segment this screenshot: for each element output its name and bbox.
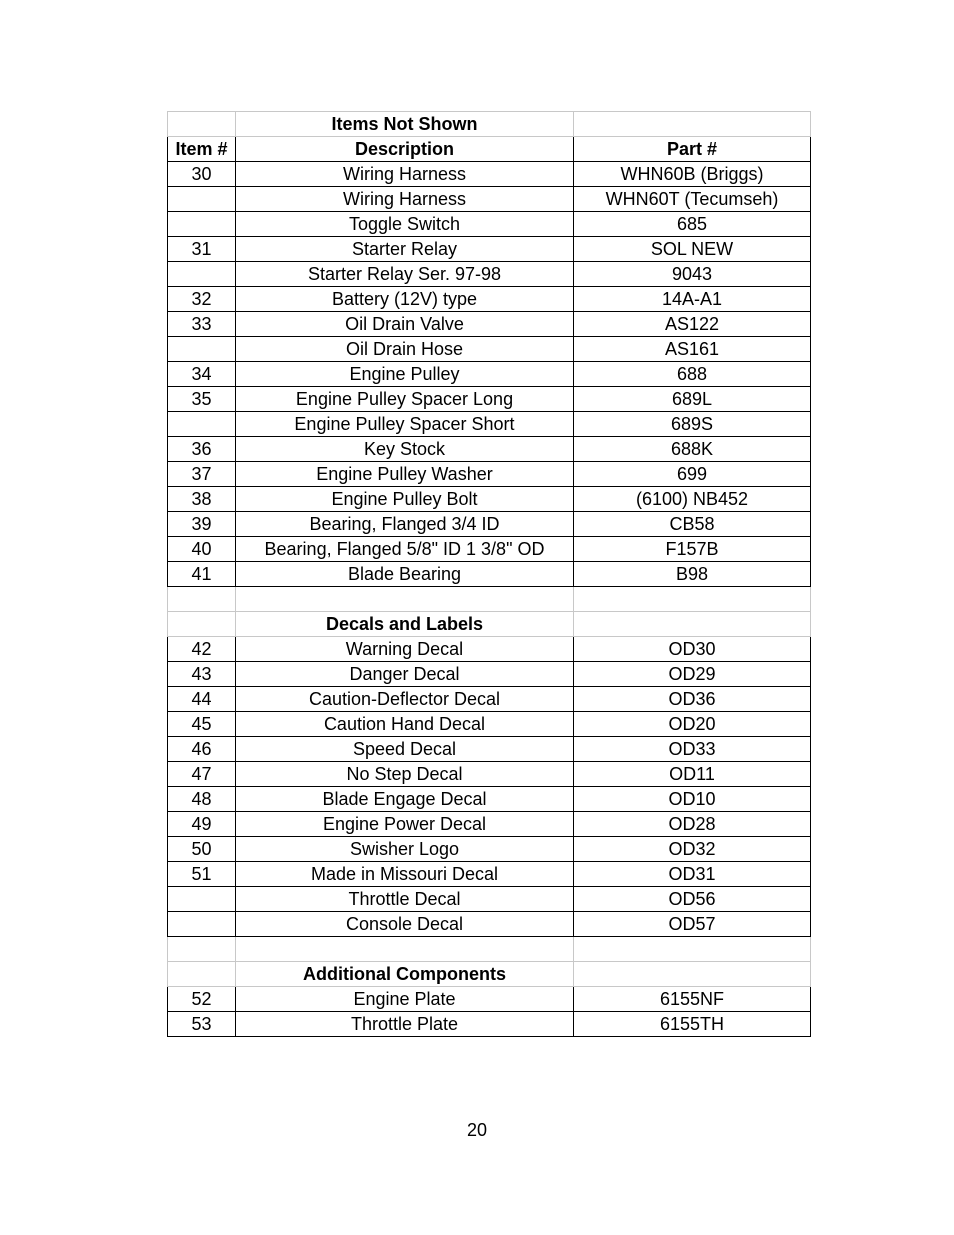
- item-number-cell: 40: [168, 537, 236, 562]
- part-number-cell: OD57: [574, 912, 811, 937]
- description-cell: Key Stock: [236, 437, 574, 462]
- part-number-cell: OD30: [574, 637, 811, 662]
- item-number-cell: 43: [168, 662, 236, 687]
- description-cell: Engine Pulley Spacer Short: [236, 412, 574, 437]
- description-cell: Oil Drain Hose: [236, 337, 574, 362]
- part-number-cell: 9043: [574, 262, 811, 287]
- item-number-cell: [168, 337, 236, 362]
- table-row: [168, 512, 811, 537]
- description-cell: Swisher Logo: [236, 837, 574, 862]
- spacer-cell: [236, 587, 574, 612]
- part-number-cell: OD32: [574, 837, 811, 862]
- item-number-cell: 45: [168, 712, 236, 737]
- table-row: [168, 762, 811, 787]
- item-number-cell: [168, 412, 236, 437]
- item-number-cell: 52: [168, 987, 236, 1012]
- part-number-cell: OD10: [574, 787, 811, 812]
- table-row: [168, 687, 811, 712]
- description-cell: Warning Decal: [236, 637, 574, 662]
- table-row: [168, 262, 811, 287]
- section-title-blank: [574, 962, 811, 987]
- description-cell: Engine Pulley Washer: [236, 462, 574, 487]
- section-title-row: [168, 962, 811, 987]
- description-cell: Starter Relay Ser. 97-98: [236, 262, 574, 287]
- part-number-cell: 689L: [574, 387, 811, 412]
- section-title-blank: [168, 962, 236, 987]
- item-number-cell: 30: [168, 162, 236, 187]
- description-cell: Caution Hand Decal: [236, 712, 574, 737]
- part-number-cell: OD29: [574, 662, 811, 687]
- section-title-row: [168, 612, 811, 637]
- part-number-cell: OD36: [574, 687, 811, 712]
- description-cell: Speed Decal: [236, 737, 574, 762]
- part-number-cell: 685: [574, 212, 811, 237]
- section-title-blank: [574, 112, 811, 137]
- section-title: Items Not Shown: [236, 112, 574, 137]
- part-number-cell: 699: [574, 462, 811, 487]
- part-number-cell: 6155TH: [574, 1012, 811, 1037]
- part-number-cell: (6100) NB452: [574, 487, 811, 512]
- item-number-cell: 53: [168, 1012, 236, 1037]
- description-cell: Danger Decal: [236, 662, 574, 687]
- description-cell: Console Decal: [236, 912, 574, 937]
- table-row: [168, 162, 811, 187]
- description-cell: Oil Drain Valve: [236, 312, 574, 337]
- table-row: [168, 237, 811, 262]
- part-number-cell: OD11: [574, 762, 811, 787]
- description-cell: Blade Bearing: [236, 562, 574, 587]
- item-number-cell: [168, 212, 236, 237]
- description-cell: Throttle Plate: [236, 1012, 574, 1037]
- item-number-cell: 34: [168, 362, 236, 387]
- description-cell: Battery (12V) type: [236, 287, 574, 312]
- spacer-row: [168, 937, 811, 962]
- part-number-cell: 14A-A1: [574, 287, 811, 312]
- section-title-blank: [168, 112, 236, 137]
- item-number-cell: [168, 887, 236, 912]
- description-cell: Throttle Decal: [236, 887, 574, 912]
- table-row: [168, 637, 811, 662]
- table-row: [168, 737, 811, 762]
- spacer-cell: [236, 937, 574, 962]
- part-number-cell: 688K: [574, 437, 811, 462]
- part-number-cell: OD33: [574, 737, 811, 762]
- table-row: [168, 837, 811, 862]
- table-row: [168, 812, 811, 837]
- section-title: Decals and Labels: [236, 612, 574, 637]
- item-number-cell: [168, 912, 236, 937]
- table-row: [168, 312, 811, 337]
- item-number-cell: 42: [168, 637, 236, 662]
- item-number-cell: 39: [168, 512, 236, 537]
- table-row: [168, 387, 811, 412]
- description-cell: Engine Pulley: [236, 362, 574, 387]
- item-number-cell: 51: [168, 862, 236, 887]
- page-number: 20: [466, 1120, 488, 1140]
- table-row: [168, 537, 811, 562]
- part-number-cell: 688: [574, 362, 811, 387]
- item-number-cell: 48: [168, 787, 236, 812]
- item-number-cell: 46: [168, 737, 236, 762]
- table-row: [168, 987, 811, 1012]
- item-number-cell: 31: [168, 237, 236, 262]
- part-number-cell: F157B: [574, 537, 811, 562]
- column-header-description: Description: [236, 137, 574, 162]
- part-number-cell: WHN60B (Briggs): [574, 162, 811, 187]
- item-number-cell: 47: [168, 762, 236, 787]
- table-row: [168, 1012, 811, 1037]
- part-number-cell: AS161: [574, 337, 811, 362]
- description-cell: Blade Engage Decal: [236, 787, 574, 812]
- item-number-cell: 33: [168, 312, 236, 337]
- part-number-cell: AS122: [574, 312, 811, 337]
- table-row: [168, 487, 811, 512]
- item-number-cell: [168, 262, 236, 287]
- column-header-row: [168, 137, 811, 162]
- spacer-row: [168, 587, 811, 612]
- column-header-part: Part #: [574, 137, 811, 162]
- item-number-cell: 49: [168, 812, 236, 837]
- section-title-blank: [574, 612, 811, 637]
- table-row: [168, 462, 811, 487]
- item-number-cell: 44: [168, 687, 236, 712]
- section-title: Additional Components: [236, 962, 574, 987]
- table-row: [168, 662, 811, 687]
- table-row: [168, 712, 811, 737]
- part-number-cell: CB58: [574, 512, 811, 537]
- spacer-cell: [168, 587, 236, 612]
- table-row: [168, 337, 811, 362]
- item-number-cell: 37: [168, 462, 236, 487]
- item-number-cell: 32: [168, 287, 236, 312]
- part-number-cell: B98: [574, 562, 811, 587]
- description-cell: Caution-Deflector Decal: [236, 687, 574, 712]
- item-number-cell: [168, 187, 236, 212]
- table-row: [168, 362, 811, 387]
- part-number-cell: OD28: [574, 812, 811, 837]
- table-row: [168, 912, 811, 937]
- description-cell: Bearing, Flanged 5/8" ID 1 3/8" OD: [236, 537, 574, 562]
- item-number-cell: 35: [168, 387, 236, 412]
- table-row: [168, 862, 811, 887]
- table-row: [168, 562, 811, 587]
- table-row: [168, 287, 811, 312]
- item-number-cell: 36: [168, 437, 236, 462]
- item-number-cell: 41: [168, 562, 236, 587]
- table-row: [168, 887, 811, 912]
- item-number-cell: 50: [168, 837, 236, 862]
- spacer-cell: [168, 937, 236, 962]
- section-title-row: [168, 112, 811, 137]
- description-cell: Engine Pulley Bolt: [236, 487, 574, 512]
- description-cell: Engine Power Decal: [236, 812, 574, 837]
- table-row: [168, 412, 811, 437]
- part-number-cell: OD20: [574, 712, 811, 737]
- table-row: [168, 212, 811, 237]
- description-cell: No Step Decal: [236, 762, 574, 787]
- spacer-cell: [574, 587, 811, 612]
- item-number-cell: 38: [168, 487, 236, 512]
- table-row: [168, 437, 811, 462]
- description-cell: Wiring Harness: [236, 162, 574, 187]
- description-cell: Made in Missouri Decal: [236, 862, 574, 887]
- parts-table: [167, 111, 811, 1037]
- table-row: [168, 187, 811, 212]
- table-row: [168, 787, 811, 812]
- part-number-cell: OD56: [574, 887, 811, 912]
- parts-table-body: [168, 112, 811, 1037]
- part-number-cell: WHN60T (Tecumseh): [574, 187, 811, 212]
- description-cell: Engine Pulley Spacer Long: [236, 387, 574, 412]
- spacer-cell: [574, 937, 811, 962]
- part-number-cell: 689S: [574, 412, 811, 437]
- column-header-item: Item #: [168, 137, 236, 162]
- section-title-blank: [168, 612, 236, 637]
- description-cell: Starter Relay: [236, 237, 574, 262]
- description-cell: Wiring Harness: [236, 187, 574, 212]
- description-cell: Bearing, Flanged 3/4 ID: [236, 512, 574, 537]
- part-number-cell: SOL NEW: [574, 237, 811, 262]
- part-number-cell: OD31: [574, 862, 811, 887]
- part-number-cell: 6155NF: [574, 987, 811, 1012]
- description-cell: Engine Plate: [236, 987, 574, 1012]
- description-cell: Toggle Switch: [236, 212, 574, 237]
